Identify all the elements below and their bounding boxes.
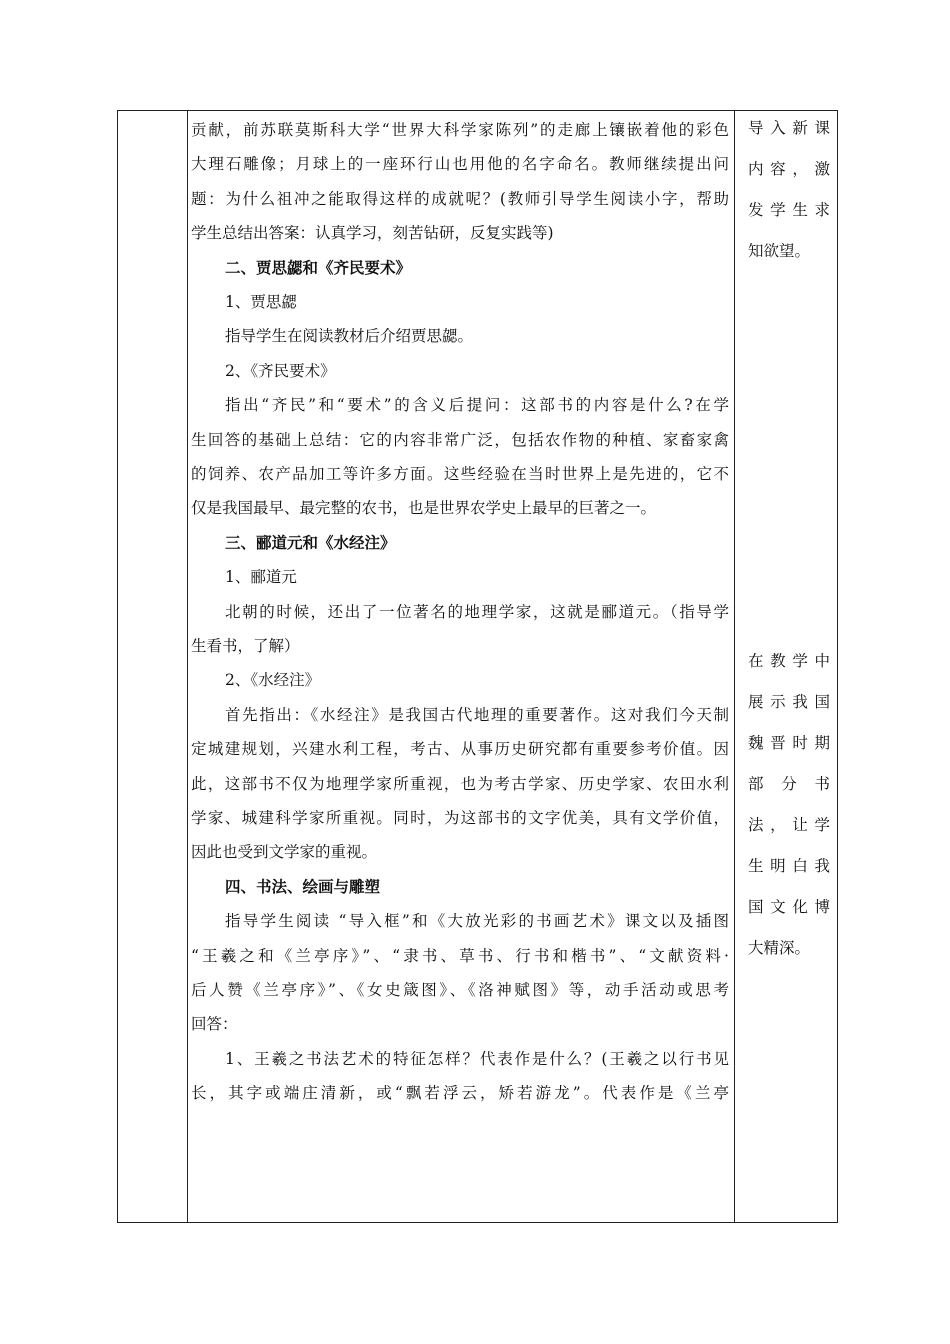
- content-line: 指导学生阅读 “导入框”和《大放光彩的书画艺术》课文以及插图: [225, 912, 729, 931]
- content-line: 生回答的基础上总结：它的内容非常广泛，包括农作物的种植、家畜家禽: [191, 430, 729, 449]
- content-line: 因此也受到文学家的重视。: [191, 843, 378, 862]
- content-line: 首先指出：《水经注》是我国古代地理的重要著作。这对我们今天制: [225, 705, 729, 724]
- side-note-line: 魏晋时期: [748, 734, 830, 752]
- content-line: 2、《水经注》: [225, 671, 321, 690]
- column-divider: [187, 111, 188, 1222]
- content-line: 1、郦道元: [225, 568, 297, 587]
- content-line: 1、王羲之书法艺术的特征怎样？代表作是什么？(王羲之以行书见: [225, 1049, 729, 1068]
- side-note-line: 展示我国: [748, 693, 830, 711]
- content-line: 的饲养、农产品加工等许多方面。这些经验在当时世界上是先进的，它不: [191, 465, 729, 483]
- content-line: 题：为什么祖冲之能取得这样的成就呢？(教师引导学生阅读小字，帮助: [191, 189, 729, 208]
- content-line: 指导学生在阅读教材后介绍贾思勰。: [225, 327, 474, 346]
- side-note-line: 大精深。: [748, 939, 811, 957]
- content-line: 仅是我国最早、最完整的农书，也是世界农学史上最早的巨著之一。: [191, 499, 657, 518]
- side-note-line: 导入新课: [748, 119, 830, 137]
- content-line: 学生总结出答案：认真学习，刻苦钻研，反复实践等): [191, 224, 554, 243]
- column-divider: [734, 111, 735, 1222]
- content-line: 大理石雕像；月球上的一座环行山也用他的名字命名。教师继续提出问: [191, 155, 729, 174]
- side-note-line: 法，让学: [748, 816, 830, 834]
- content-line: 北朝的时候，还出了一位著名的地理学家，这就是郦道元。（指导学: [225, 602, 729, 621]
- content-line: 长，其字或端庄清新，或“飘若浮云，矫若游龙”。代表作是《兰亭: [191, 1084, 729, 1103]
- content-line: “王羲之和《兰亭序》”、“隶书、草书、行书和楷书”、“文献资料·: [191, 946, 729, 965]
- side-note-line: 在教学中: [748, 652, 830, 670]
- side-note-line: 知欲望。: [748, 242, 811, 260]
- content-line: 定城建规划，兴建水利工程，考古、从事历史研究都有重要参考价值。因: [191, 740, 729, 759]
- content-line: 后人赞《兰亭序》”、《女史箴图》、《洛神赋图》等，动手活动或思考: [191, 981, 729, 999]
- content-line: 贡献，前苏联莫斯科大学“世界大科学家陈列”的走廊上镶嵌着他的彩色: [191, 121, 729, 139]
- side-note-line: 生明白我: [748, 857, 830, 875]
- section-heading: 二、贾思勰和《齐民要术》: [225, 257, 412, 277]
- content-line: 此，这部书不仅为地理学家所重视，也为考古学家、历史学家、农田水利: [191, 774, 729, 793]
- content-line: 回答：: [191, 1015, 238, 1034]
- lesson-table: [117, 110, 838, 1223]
- side-note-line: 发学生求: [748, 201, 830, 219]
- content-line: 2、《齐民要术》: [225, 361, 336, 380]
- side-note-line: 内容，激: [748, 160, 830, 178]
- side-note-line: 国文化博: [748, 898, 830, 916]
- side-note-line: 部分书: [748, 775, 830, 793]
- section-heading: 四、书法、绘画与雕塑: [225, 876, 381, 896]
- content-line: 学家、城建科学家所重视。同时，为这部书的文字优美，具有文学价值，: [191, 809, 729, 827]
- content-line: 生看书，了解）: [191, 637, 300, 655]
- content-line: 1、贾思勰: [225, 293, 297, 311]
- section-heading: 三、郦道元和《水经注》: [225, 532, 396, 552]
- content-line: 指出“齐民”和“要术”的含义后提问：这部书的内容是什么?在学: [225, 396, 729, 415]
